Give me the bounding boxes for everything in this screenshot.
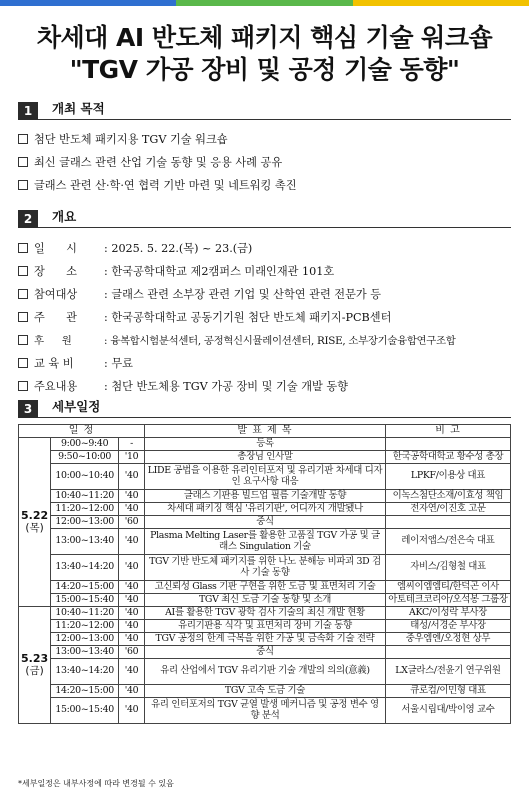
topic-cell: 차세대 패키징 핵심 '유리기판', 어디까지 개발됐나 [144, 503, 385, 516]
overview-label: 참여대상 [34, 288, 78, 301]
duration-cell: '60 [119, 646, 145, 659]
checkbox-icon [18, 335, 28, 345]
overview-value: : 글래스 관련 소부장 관련 기업 및 산학연 관련 전문가 등 [104, 288, 382, 301]
duration-cell: '40 [119, 607, 145, 620]
table-row [19, 438, 511, 451]
duration-cell: '40 [119, 698, 145, 724]
duration-cell: '40 [119, 633, 145, 646]
note-cell [385, 438, 510, 451]
time-cell: 9:00~9:40 [51, 438, 119, 451]
topic-cell: TGV 최신 도금 기술 동향 및 소개 [144, 594, 385, 607]
checkbox-icon [18, 266, 28, 276]
checkbox-icon [18, 289, 28, 299]
footnote: *세부일정은 내부사정에 따라 변경될 수 있음 [18, 779, 174, 788]
header-note: 비 고 [385, 425, 510, 438]
table-row [19, 503, 511, 516]
checkbox-icon [18, 180, 28, 190]
topic-cell: 고신뢰성 Glass 기판 구현을 위한 도금 및 표면처리 기술 [144, 581, 385, 594]
time-cell: 9:50~10:00 [51, 451, 119, 464]
duration-cell: '40 [119, 503, 145, 516]
note-cell: 태성/서경순 부사장 [385, 620, 510, 633]
top-bar-yellow [353, 0, 529, 6]
topic-cell: AI를 활용한 TGV 광학 검사 기술의 최신 개발 현황 [144, 607, 385, 620]
table-row [19, 555, 511, 581]
duration-cell: '40 [119, 659, 145, 685]
table-row [19, 698, 511, 724]
duration-cell: '40 [119, 581, 145, 594]
overview-value: : 한국공학대학교 제2캠퍼스 미래인재관 101호 [104, 265, 335, 278]
topic-cell: TGV 공정의 한계 극복을 위한 가공 및 금속화 기술 전략 [144, 633, 385, 646]
day-cell [19, 607, 51, 724]
day-date: 5.22 [21, 508, 49, 522]
duration-cell: '40 [119, 490, 145, 503]
note-cell: 큐로컴/이민형 대표 [385, 685, 510, 698]
overview-label: 주요내용 [34, 380, 78, 393]
table-row [19, 685, 511, 698]
purpose-text: 최신 글래스 관련 산업 기술 동향 및 응용 사례 공유 [34, 156, 283, 169]
note-cell: 서울시립대/박이영 교수 [385, 698, 510, 724]
topic-cell: TGV 고속 도금 기술 [144, 685, 385, 698]
overview-label: 교 육 비 [34, 357, 74, 370]
time-cell: 14:20~15:00 [51, 685, 119, 698]
header-topic: 발 표 제 목 [144, 425, 385, 438]
purpose-text: 글래스 관련 산·학·연 협력 기반 마련 및 네트워킹 촉진 [34, 179, 297, 192]
section-title: 개최 목적 [52, 101, 105, 116]
time-cell: 13:00~13:40 [51, 529, 119, 555]
time-cell: 10:40~11:20 [51, 490, 119, 503]
top-bar-green [176, 0, 352, 6]
overview-item [18, 355, 133, 371]
section-title: 세부일정 [52, 399, 101, 414]
topic-cell: LIDE 공법을 이용한 유리인터포저 및 유리기판 차세대 디자인 요구사항 대응 [144, 464, 385, 490]
checkbox-icon [18, 243, 28, 253]
section-overview-header [18, 208, 511, 228]
table-row [19, 633, 511, 646]
topic-cell: 유리기판용 식각 및 표면처리 장비 기술 동향 [144, 620, 385, 633]
top-color-bar [0, 0, 529, 6]
table-row [19, 464, 511, 490]
topic-cell: TGV 기반 반도체 패키지를 위한 나노 분해능 비파괴 3D 검사 기술 동향 [144, 555, 385, 581]
top-bar-blue [0, 0, 176, 6]
overview-value: : 무료 [104, 357, 133, 370]
note-cell: LX글라스/전윤기 연구위원 [385, 659, 510, 685]
overview-value: : 첨단 반도체용 TGV 가공 장비 및 기술 개발 동향 [104, 380, 348, 393]
section-number: 3 [18, 400, 38, 418]
duration-cell: '40 [119, 594, 145, 607]
duration-cell: - [119, 438, 145, 451]
note-cell: 이녹스첨단소재/이효성 책임 [385, 490, 510, 503]
checkbox-icon [18, 134, 28, 144]
time-cell: 11:20~12:00 [51, 620, 119, 633]
note-cell: 레이저앱스/전은숙 대표 [385, 529, 510, 555]
topic-cell: Plasma Melting Laser를 활용한 고품질 TGV 가공 및 글래스 Singulation 기술 [144, 529, 385, 555]
time-cell: 12:00~13:00 [51, 516, 119, 529]
section-number: 1 [18, 102, 38, 120]
note-cell: 전자연/이진호 고문 [385, 503, 510, 516]
purpose-item [18, 131, 228, 147]
overview-item [18, 378, 348, 394]
note-cell [385, 646, 510, 659]
overview-value: : 한국공학대학교 공동기기원 첨단 반도체 패키지-PCB센터 [104, 311, 392, 324]
document-title: 차세대 AI 반도체 패키지 핵심 기술 워크숍 [36, 23, 493, 52]
time-cell: 13:00~13:40 [51, 646, 119, 659]
note-cell: 자비스/김형철 대표 [385, 555, 510, 581]
time-cell: 11:20~12:00 [51, 503, 119, 516]
table-row [19, 490, 511, 503]
topic-cell: 중식 [144, 516, 385, 529]
section-title: 개요 [52, 209, 77, 224]
note-cell: AKC/이성락 부사장 [385, 607, 510, 620]
table-row [19, 451, 511, 464]
day-cell [19, 438, 51, 607]
duration-cell: '40 [119, 529, 145, 555]
checkbox-icon [18, 157, 28, 167]
purpose-item [18, 177, 297, 193]
table-row [19, 516, 511, 529]
duration-cell: '60 [119, 516, 145, 529]
time-cell: 10:00~10:40 [51, 464, 119, 490]
day-date: 5.23 [21, 651, 49, 665]
overview-item [18, 263, 334, 279]
table-row [19, 594, 511, 607]
note-cell: 아토테크코리아/오석봉 그룹장 [385, 594, 510, 607]
topic-cell: 중식 [144, 646, 385, 659]
overview-label: 장 소 [34, 265, 77, 278]
day-weekday: (금) [25, 665, 44, 678]
overview-value: : 융복합시험분석센터, 공정혁신시뮬레이션센터, RISE, 소부장기술융합연구조합 [104, 335, 456, 347]
schedule-table [18, 424, 511, 724]
checkbox-icon [18, 358, 28, 368]
document-subtitle: "TGV 가공 장비 및 공정 기술 동향" [69, 55, 460, 84]
purpose-item [18, 154, 282, 170]
note-cell: LPKF/이용상 대표 [385, 464, 510, 490]
purpose-text: 첨단 반도체 패키지용 TGV 기술 워크숍 [34, 133, 228, 146]
section-purpose-header [18, 100, 511, 120]
topic-cell: 총장님 인사말 [144, 451, 385, 464]
time-cell: 13:40~14:20 [51, 659, 119, 685]
table-row [19, 581, 511, 594]
overview-label: 후 원 [34, 335, 72, 347]
duration-cell: '40 [119, 464, 145, 490]
overview-label: 일 시 [34, 242, 77, 255]
note-cell: 중우엠엔/오정현 상무 [385, 633, 510, 646]
table-row [19, 620, 511, 633]
duration-cell: '40 [119, 620, 145, 633]
overview-item [18, 332, 456, 347]
overview-label: 주 관 [34, 311, 77, 324]
header-date: 일 정 [19, 425, 145, 438]
checkbox-icon [18, 381, 28, 391]
table-row [19, 646, 511, 659]
overview-item [18, 309, 391, 325]
duration-cell: '10 [119, 451, 145, 464]
note-cell: 한국공학대학교 황수성 총장 [385, 451, 510, 464]
overview-item [18, 286, 381, 302]
topic-cell: 글래스 기판용 빌드업 필름 기술개발 동향 [144, 490, 385, 503]
checkbox-icon [18, 312, 28, 322]
overview-item [18, 240, 252, 256]
topic-cell: 유리 인터포저의 TGV 균열 발생 메커니즘 및 공정 변수 영향 분석 [144, 698, 385, 724]
section-schedule-header [18, 398, 511, 418]
topic-cell: 등록 [144, 438, 385, 451]
table-row [19, 529, 511, 555]
time-cell: 15:00~15:40 [51, 698, 119, 724]
time-cell: 15:00~15:40 [51, 594, 119, 607]
time-cell: 10:40~11:20 [51, 607, 119, 620]
topic-cell: 유리 산업에서 TGV 유리기판 기술 개발의 의의(意義) [144, 659, 385, 685]
duration-cell: '40 [119, 685, 145, 698]
time-cell: 13:40~14:20 [51, 555, 119, 581]
section-number: 2 [18, 210, 38, 228]
time-cell: 12:00~13:00 [51, 633, 119, 646]
table-row [19, 607, 511, 620]
note-cell: 엠씨이엠엠티/한덕곤 이사 [385, 581, 510, 594]
day-weekday: (목) [25, 522, 44, 535]
table-row [19, 659, 511, 685]
note-cell [385, 516, 510, 529]
time-cell: 14:20~15:00 [51, 581, 119, 594]
overview-value: : 2025. 5. 22.(목) ~ 23.(금) [104, 242, 253, 255]
duration-cell: '40 [119, 555, 145, 581]
